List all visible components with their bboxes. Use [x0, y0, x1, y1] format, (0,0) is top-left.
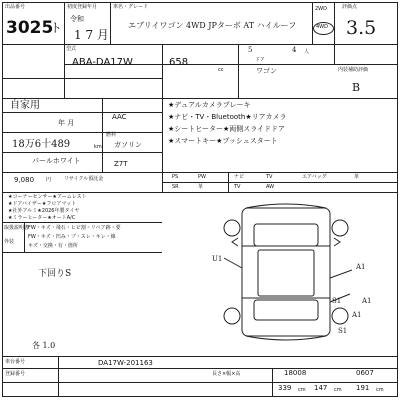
damage-mark: A1	[362, 297, 372, 305]
door-label: ドア	[255, 57, 265, 63]
dim2-value: 147	[314, 384, 328, 392]
feature-item: ★シートヒーター★両側スライドドア	[168, 125, 285, 133]
cc-value: 658	[169, 57, 189, 68]
dim2-unit: cm	[334, 387, 342, 393]
note-item: ★ドアバイザー★フロアマット	[8, 201, 77, 207]
damage-mark: S1	[338, 327, 348, 335]
equip-cell: AW	[266, 184, 275, 190]
recycle-label: リサイクル預託金	[64, 176, 104, 182]
type-label: 型式	[66, 46, 77, 52]
dim1-value: 339	[278, 384, 292, 392]
type-value: ABA-DA17W	[72, 57, 133, 68]
seats-value: 4	[292, 46, 297, 54]
doors-value: 5	[248, 46, 253, 54]
body-value: ワゴン	[256, 67, 277, 75]
bottom-note: 各 1.0	[32, 341, 56, 350]
fuel-label: 燃料	[106, 132, 117, 138]
equip-cell: 革	[354, 174, 360, 180]
fuel-value: ガソリン	[114, 141, 142, 149]
damage-mark: S1	[332, 297, 342, 305]
model-name: エブリイワゴン 4WD JPターボ AT ハイルーフ	[128, 21, 297, 30]
damage-mark: U1	[212, 255, 223, 263]
seat-label: 人	[304, 49, 310, 55]
feature-item: ★スマートキー★プッシュスタート	[168, 137, 278, 145]
feature-item: ★ナビ・TV・Bluetooth★リアカメラ	[168, 113, 287, 121]
price-unit: 円	[46, 177, 52, 183]
chassis-label: 車台番号	[5, 359, 26, 365]
equip-cell: SR	[172, 184, 179, 190]
len-value: 18008	[284, 369, 307, 377]
car-diagram	[202, 198, 372, 348]
mileage-unit: km	[94, 144, 102, 150]
under-note: 下回りS	[38, 269, 72, 279]
equip-cell: TV	[266, 174, 273, 180]
era-label: 令和	[70, 15, 84, 23]
feature-item: ★デュアルカメラブレーキ	[168, 101, 251, 109]
equip-cell: ナビ	[234, 174, 245, 180]
interior-label: 内装補助評価	[338, 67, 369, 73]
damage-mark: A1	[356, 263, 366, 271]
check-row-3: キズ・交換・有・箇所	[28, 243, 78, 249]
reg-label: 登録番号	[5, 371, 26, 377]
damage-mark: A1	[352, 311, 362, 319]
note-item: ★社外アルミ★2026年製タイヤ	[8, 208, 80, 214]
model-code: 0607	[356, 369, 374, 377]
interior-mark: B	[352, 81, 361, 94]
dim3-unit: cm	[376, 387, 384, 393]
first-reg-label: 初度登録年月	[67, 4, 98, 10]
checks-label: 外装	[4, 239, 15, 245]
equip-cell: 革	[198, 184, 204, 190]
aircon-value: AAC	[112, 113, 127, 121]
score-label: 評価点	[342, 4, 358, 10]
color-code: Z7T	[114, 160, 128, 168]
color-value: パールホワイト	[32, 157, 81, 165]
first-reg-value: 1 7 月	[74, 28, 109, 42]
equip-cell: エアバッグ	[302, 174, 327, 180]
lot-label: 出品番号	[5, 4, 26, 10]
auction-sheet	[2, 2, 398, 398]
note-item: ★コーナーセンサー★アームレスト	[8, 194, 87, 200]
equip-cell: PS	[172, 174, 179, 180]
cc-unit: cc	[218, 67, 224, 73]
note-item: ★ミラーヒーター★オートA/C	[8, 215, 76, 221]
usage-value: 自家用	[10, 100, 40, 111]
lot-suffix: ト	[50, 21, 63, 35]
dim1-unit: cm	[298, 387, 306, 393]
shaken-label: 年 月	[58, 119, 75, 127]
price-value: 9,080	[14, 176, 35, 184]
equip-cell: PW	[198, 174, 206, 180]
mileage-value: 18万6十489	[12, 139, 71, 150]
chassis-number: DA17W-201163	[98, 359, 153, 367]
dims-label: 長さ×幅×高	[212, 371, 241, 377]
equip-cell: TV	[234, 184, 241, 190]
drive-tag: 2WD	[315, 6, 327, 12]
drive-value: 4WD	[316, 24, 328, 30]
dim3-value: 191	[356, 384, 370, 392]
lot-number: 3025	[6, 18, 54, 38]
model-label: 車名・グレード	[113, 4, 149, 10]
check-row-1: FW・キズ・飛石・ヒビ割・リペア跡・要	[28, 225, 121, 231]
keys-label: 取扱説明書	[4, 225, 30, 231]
check-row-2: FW・キズ・凹み・ブ・スレ・キレ・線	[28, 234, 116, 240]
score-value: 3.5	[346, 17, 377, 39]
